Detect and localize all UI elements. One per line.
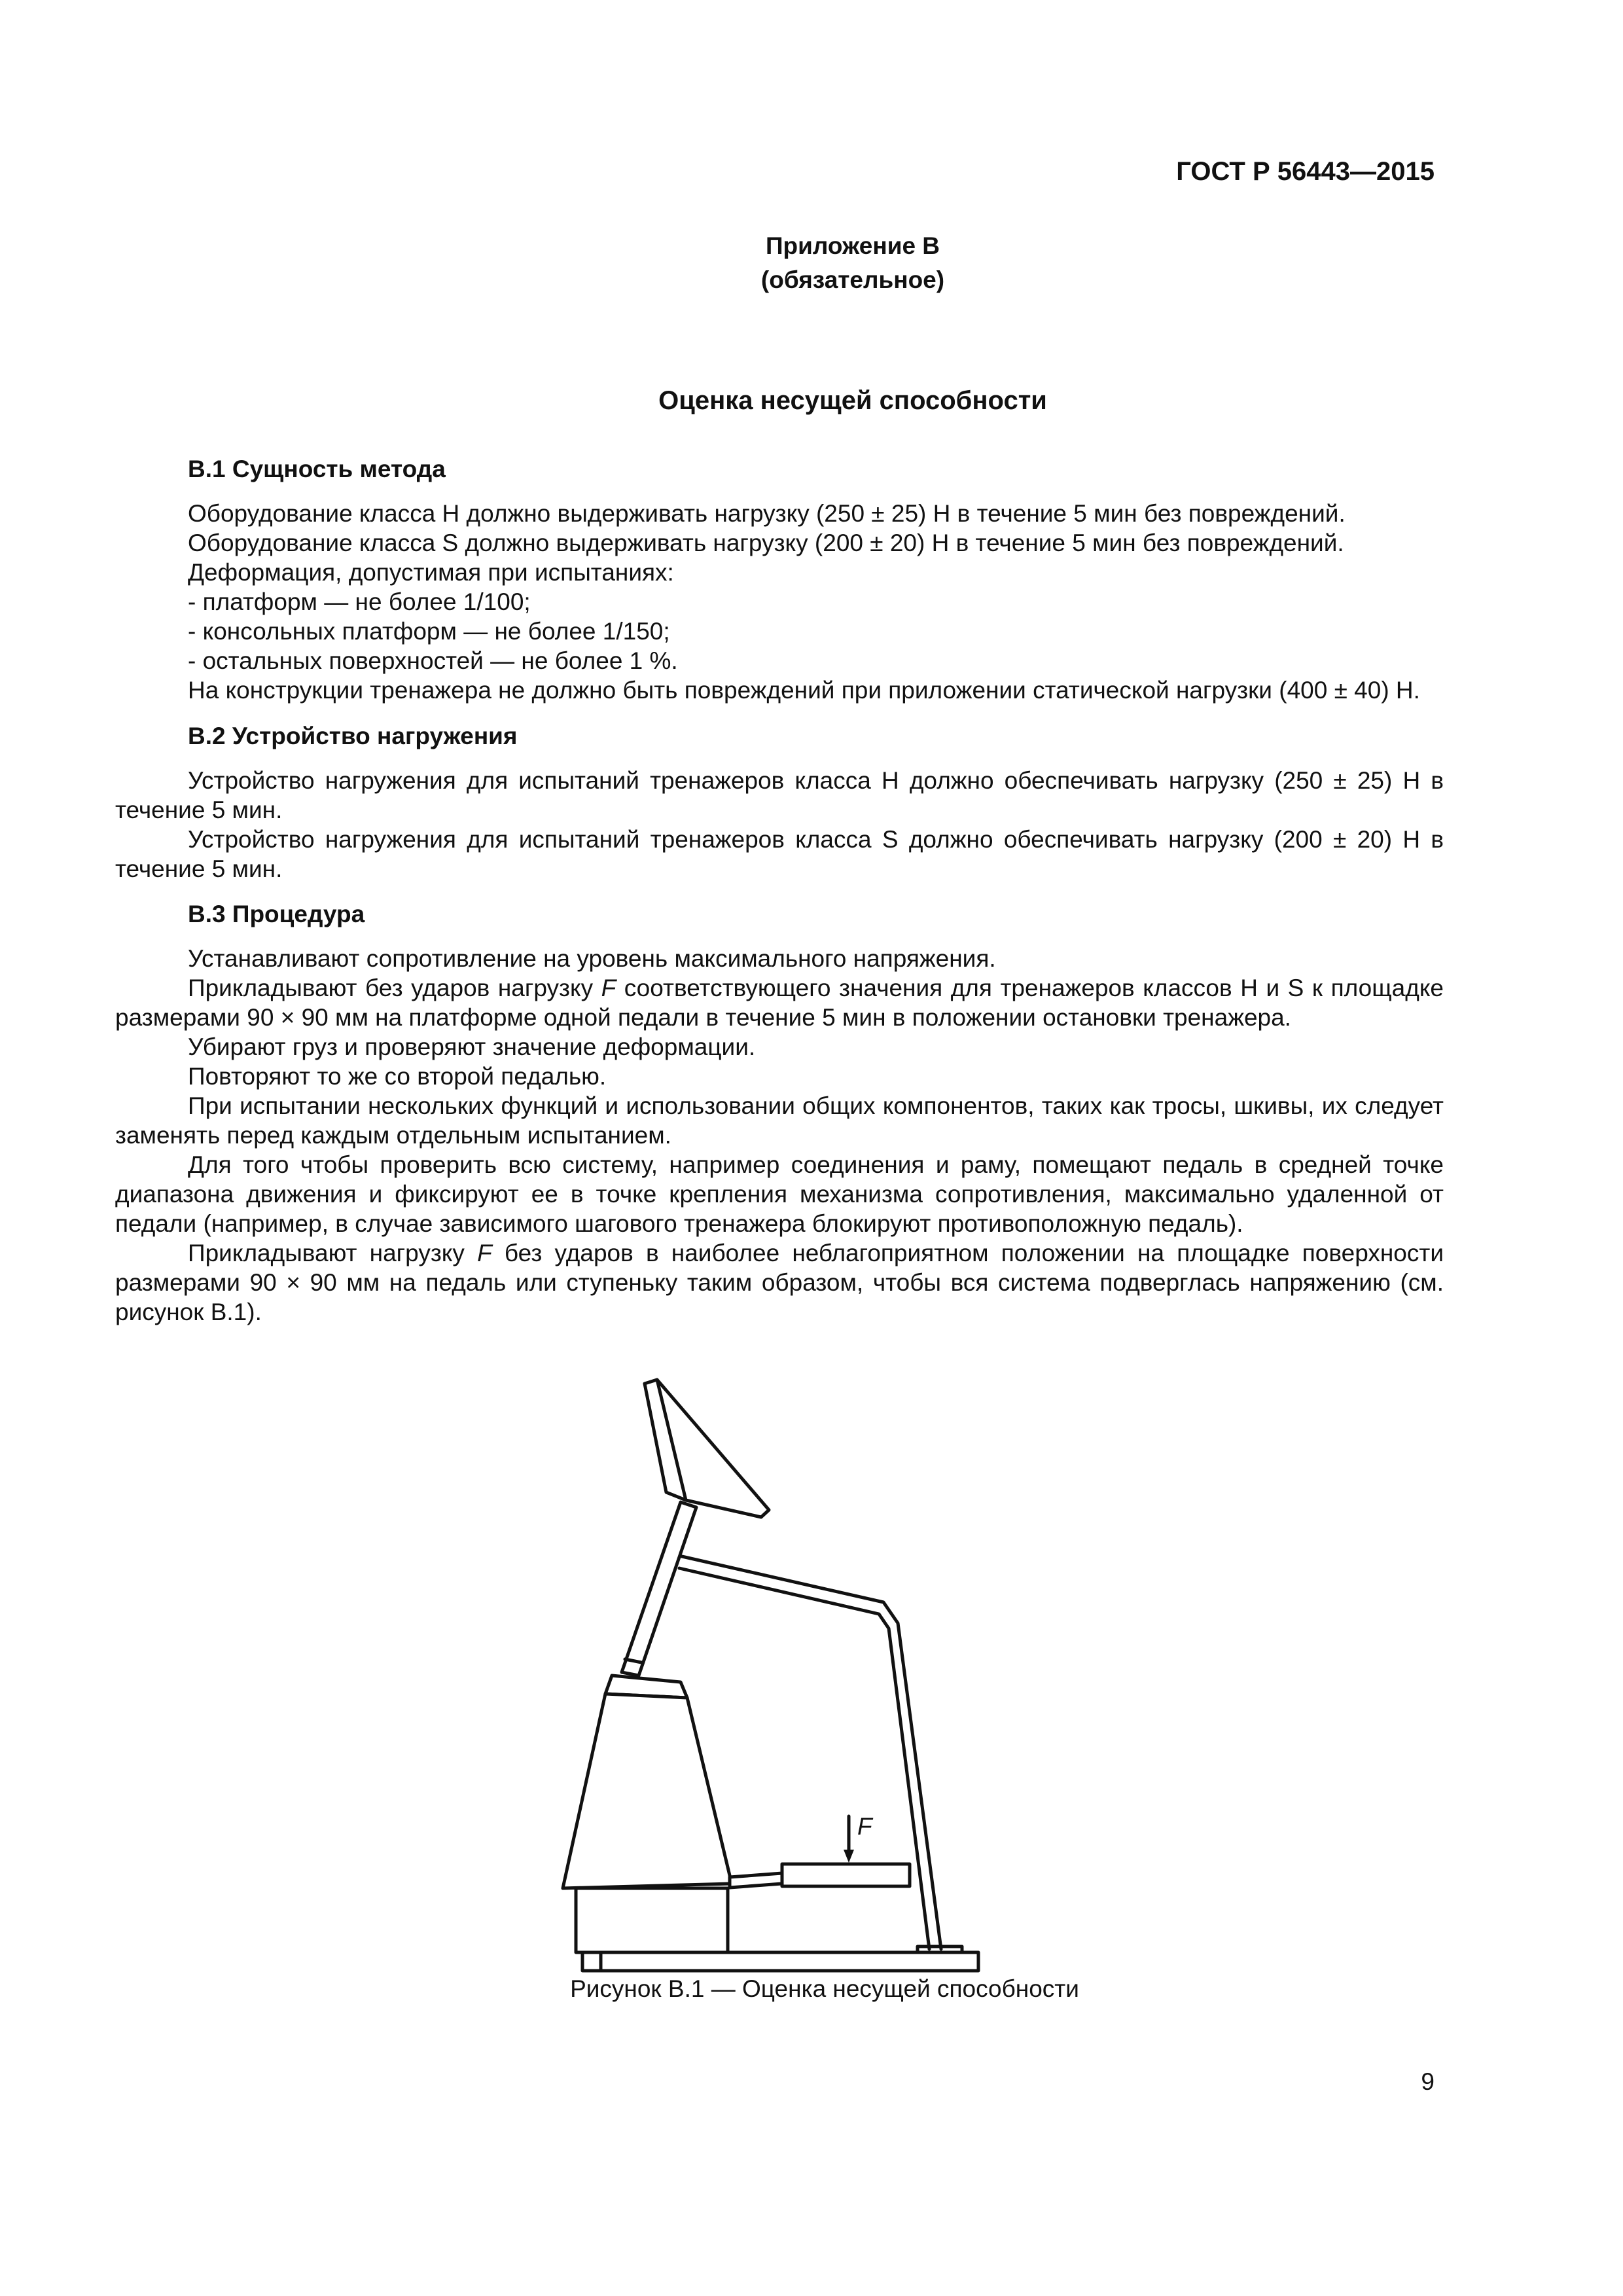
annex-type: (обязательное) bbox=[760, 266, 945, 293]
b1-line-3: Деформация, допустимая при испытаниях: bbox=[188, 559, 674, 586]
b2-paragraph-1: Устройство нагружения для испытаний тренажеров класса Н должно обеспечивать нагрузку (250 ± 25) Н в течение 5 мин. bbox=[115, 767, 1444, 823]
pedal-arm bbox=[730, 1873, 782, 1888]
b3-p2-end: соответствующего значения для тренажеров классов Н и S к площадке размерами 90 × 90 мм на платформе одной педали в течение 5 мин в положении остановки тренажера. bbox=[115, 975, 1444, 1031]
b1-line-2: Оборудование класса S должно выдерживать нагрузку (200 ± 20) Н в течение 5 мин без повреждений. bbox=[188, 529, 1344, 556]
force-symbol: F bbox=[601, 975, 616, 1001]
section-b2-heading: В.2 Устройство нагружения bbox=[188, 723, 518, 749]
b2-paragraph-2: Устройство нагружения для испытаний тренажеров класса S должно обеспечивать нагрузку (200 ± 20) Н в течение 5 мин. bbox=[115, 826, 1444, 882]
pedal bbox=[782, 1864, 910, 1886]
page-title: Оценка несущей способности bbox=[658, 386, 1047, 415]
b3-p7-end: без ударов в наиболее неблагоприятном положении на площадке поверхности размерами 90 × 90 мм на педаль или ступеньку таким образом, чтобы вся система подверглась напряжению (см. рисунок В.1). bbox=[115, 1240, 1444, 1325]
b1-list-item: - платформ — не более 1/100; bbox=[188, 588, 531, 615]
b3-paragraph-1: Устанавливают сопротивление на уровень максимального напряжения. bbox=[188, 945, 996, 972]
lower-housing bbox=[576, 1888, 728, 1952]
force-symbol: F bbox=[477, 1240, 492, 1266]
b1-line-1: Оборудование класса Н должно выдерживать нагрузку (250 ± 25) Н в течение 5 мин без повреждений. bbox=[188, 500, 1346, 527]
b1-list-item: - консольных платформ — не более 1/150; bbox=[188, 618, 670, 645]
page-number: 9 bbox=[1421, 2068, 1435, 2095]
b3-paragraph-5: При испытании нескольких функций и использовании общих компонентов, таких как тросы, шкивы, их следует заменять перед каждым отдельным испытанием. bbox=[115, 1092, 1444, 1149]
document-id: ГОСТ Р 56443—2015 bbox=[1176, 157, 1435, 186]
annex-label: Приложение В bbox=[765, 232, 940, 259]
machine-mast bbox=[622, 1502, 696, 1676]
b3-p7-start: Прикладывают нагрузку bbox=[188, 1240, 478, 1266]
machine-base bbox=[582, 1952, 978, 1971]
figure-caption: Рисунок В.1 — Оценка несущей способности bbox=[570, 1975, 1079, 2002]
b1-final-line: На конструкции тренажера не должно быть повреждений при приложении статической нагрузки (400 ± 40) Н. bbox=[188, 677, 1420, 704]
b1-list-item: - остальных поверхностей — не более 1 %. bbox=[188, 647, 678, 674]
b3-p2-start: Прикладывают без ударов нагрузку bbox=[188, 975, 601, 1001]
machine-body bbox=[563, 1694, 732, 1888]
b3-paragraph-6: Для того чтобы проверить всю систему, например соединения и раму, помещают педаль в средней точке диапазона движения и фиксируют ее в точке крепления механизма сопротивления, максимально удаленной от педали (например, в случае зависимого шагового тренажера блокируют противоположную педаль). bbox=[115, 1151, 1444, 1237]
section-b3-heading: В.3 Процедура bbox=[188, 901, 365, 927]
section-b1-heading: В.1 Сущность метода bbox=[188, 456, 446, 482]
b3-paragraph-4: Повторяют то же со второй педалью. bbox=[188, 1063, 607, 1090]
force-arrow-head bbox=[844, 1850, 854, 1863]
b3-paragraph-3: Убирают груз и проверяют значение деформации. bbox=[188, 1033, 756, 1060]
force-label: F bbox=[857, 1813, 872, 1840]
